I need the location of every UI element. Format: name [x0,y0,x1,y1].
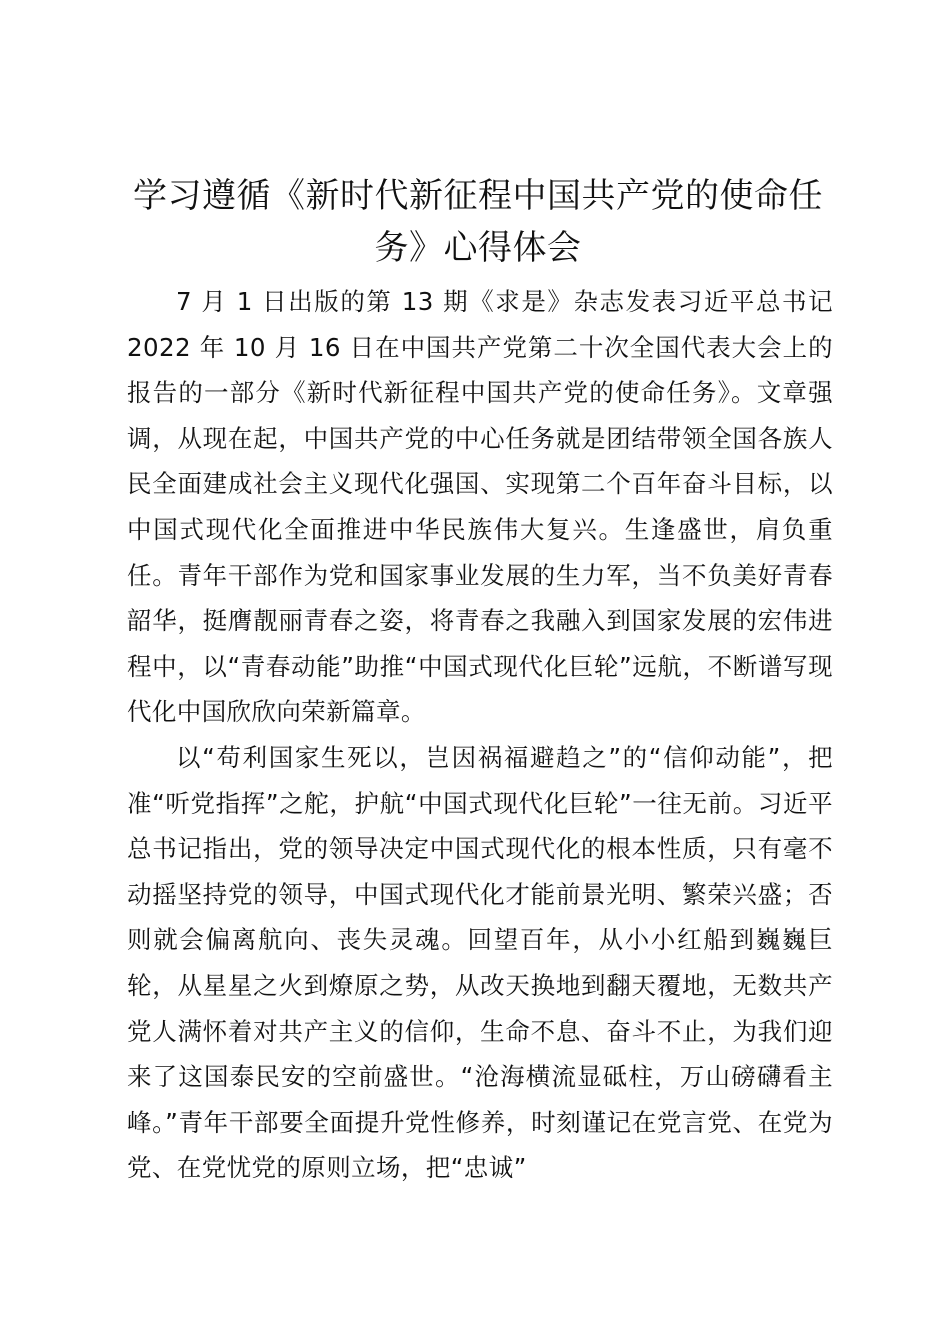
paragraph: 7 月 1 日出版的第 13 期《求是》杂志发表习近平总书记 2022 年 10 月 16 日在中国共产党第二十次全国代表大会上的报告的一部分《新时代新征程中国共产党的使命任务》。文章强调，从现在起，中国共产党的中心任务就是团结带领全国各族人民全面建成社会主义现代化强国、实现第二个百年奋斗目标，以中国式现代化全面推进中华民族伟大复兴。生逢盛世，肩负重任。青年干部作为党和国家事业发展的生力军，当不负美好青春韶华，挺膺靓丽青春之姿，将青春之我融入到国家发展的宏伟进程中，以“青春动能”助推“中国式现代化巨轮”远航，不断谱写现代化中国欣欣向荣新篇章。 [127,287,833,727]
paragraph: 以“苟利国家生死以，岂因祸福避趋之”的“信仰动能”，把准“听党指挥”之舵，护航“中国式现代化巨轮”一往无前。习近平总书记指出，党的领导决定中国式现代化的根本性质，只有毫不动摇坚持党的领导，中国式现代化才能前景光明、繁荣兴盛；否则就会偏离航向、丧失灵魂。回望百年，从小小红船到巍巍巨轮，从星星之火到燎原之势，从改天换地到翻天覆地，无数共产党人满怀着对共产主义的信仰，生命不息、奋斗不止，为我们迎来了这国泰民安的空前盛世。“沧海横流显砥柱，万山磅礴看主峰。”青年干部要全面提升党性修养，时刻谨记在党言党、在党为党、在党忧党的原则立场，把“忠诚” [127,742,833,1183]
document-title: 学习遵循《新时代新征程中国共产党的使命任务》心得体会 [133,176,823,268]
document-body [127,279,833,1191]
